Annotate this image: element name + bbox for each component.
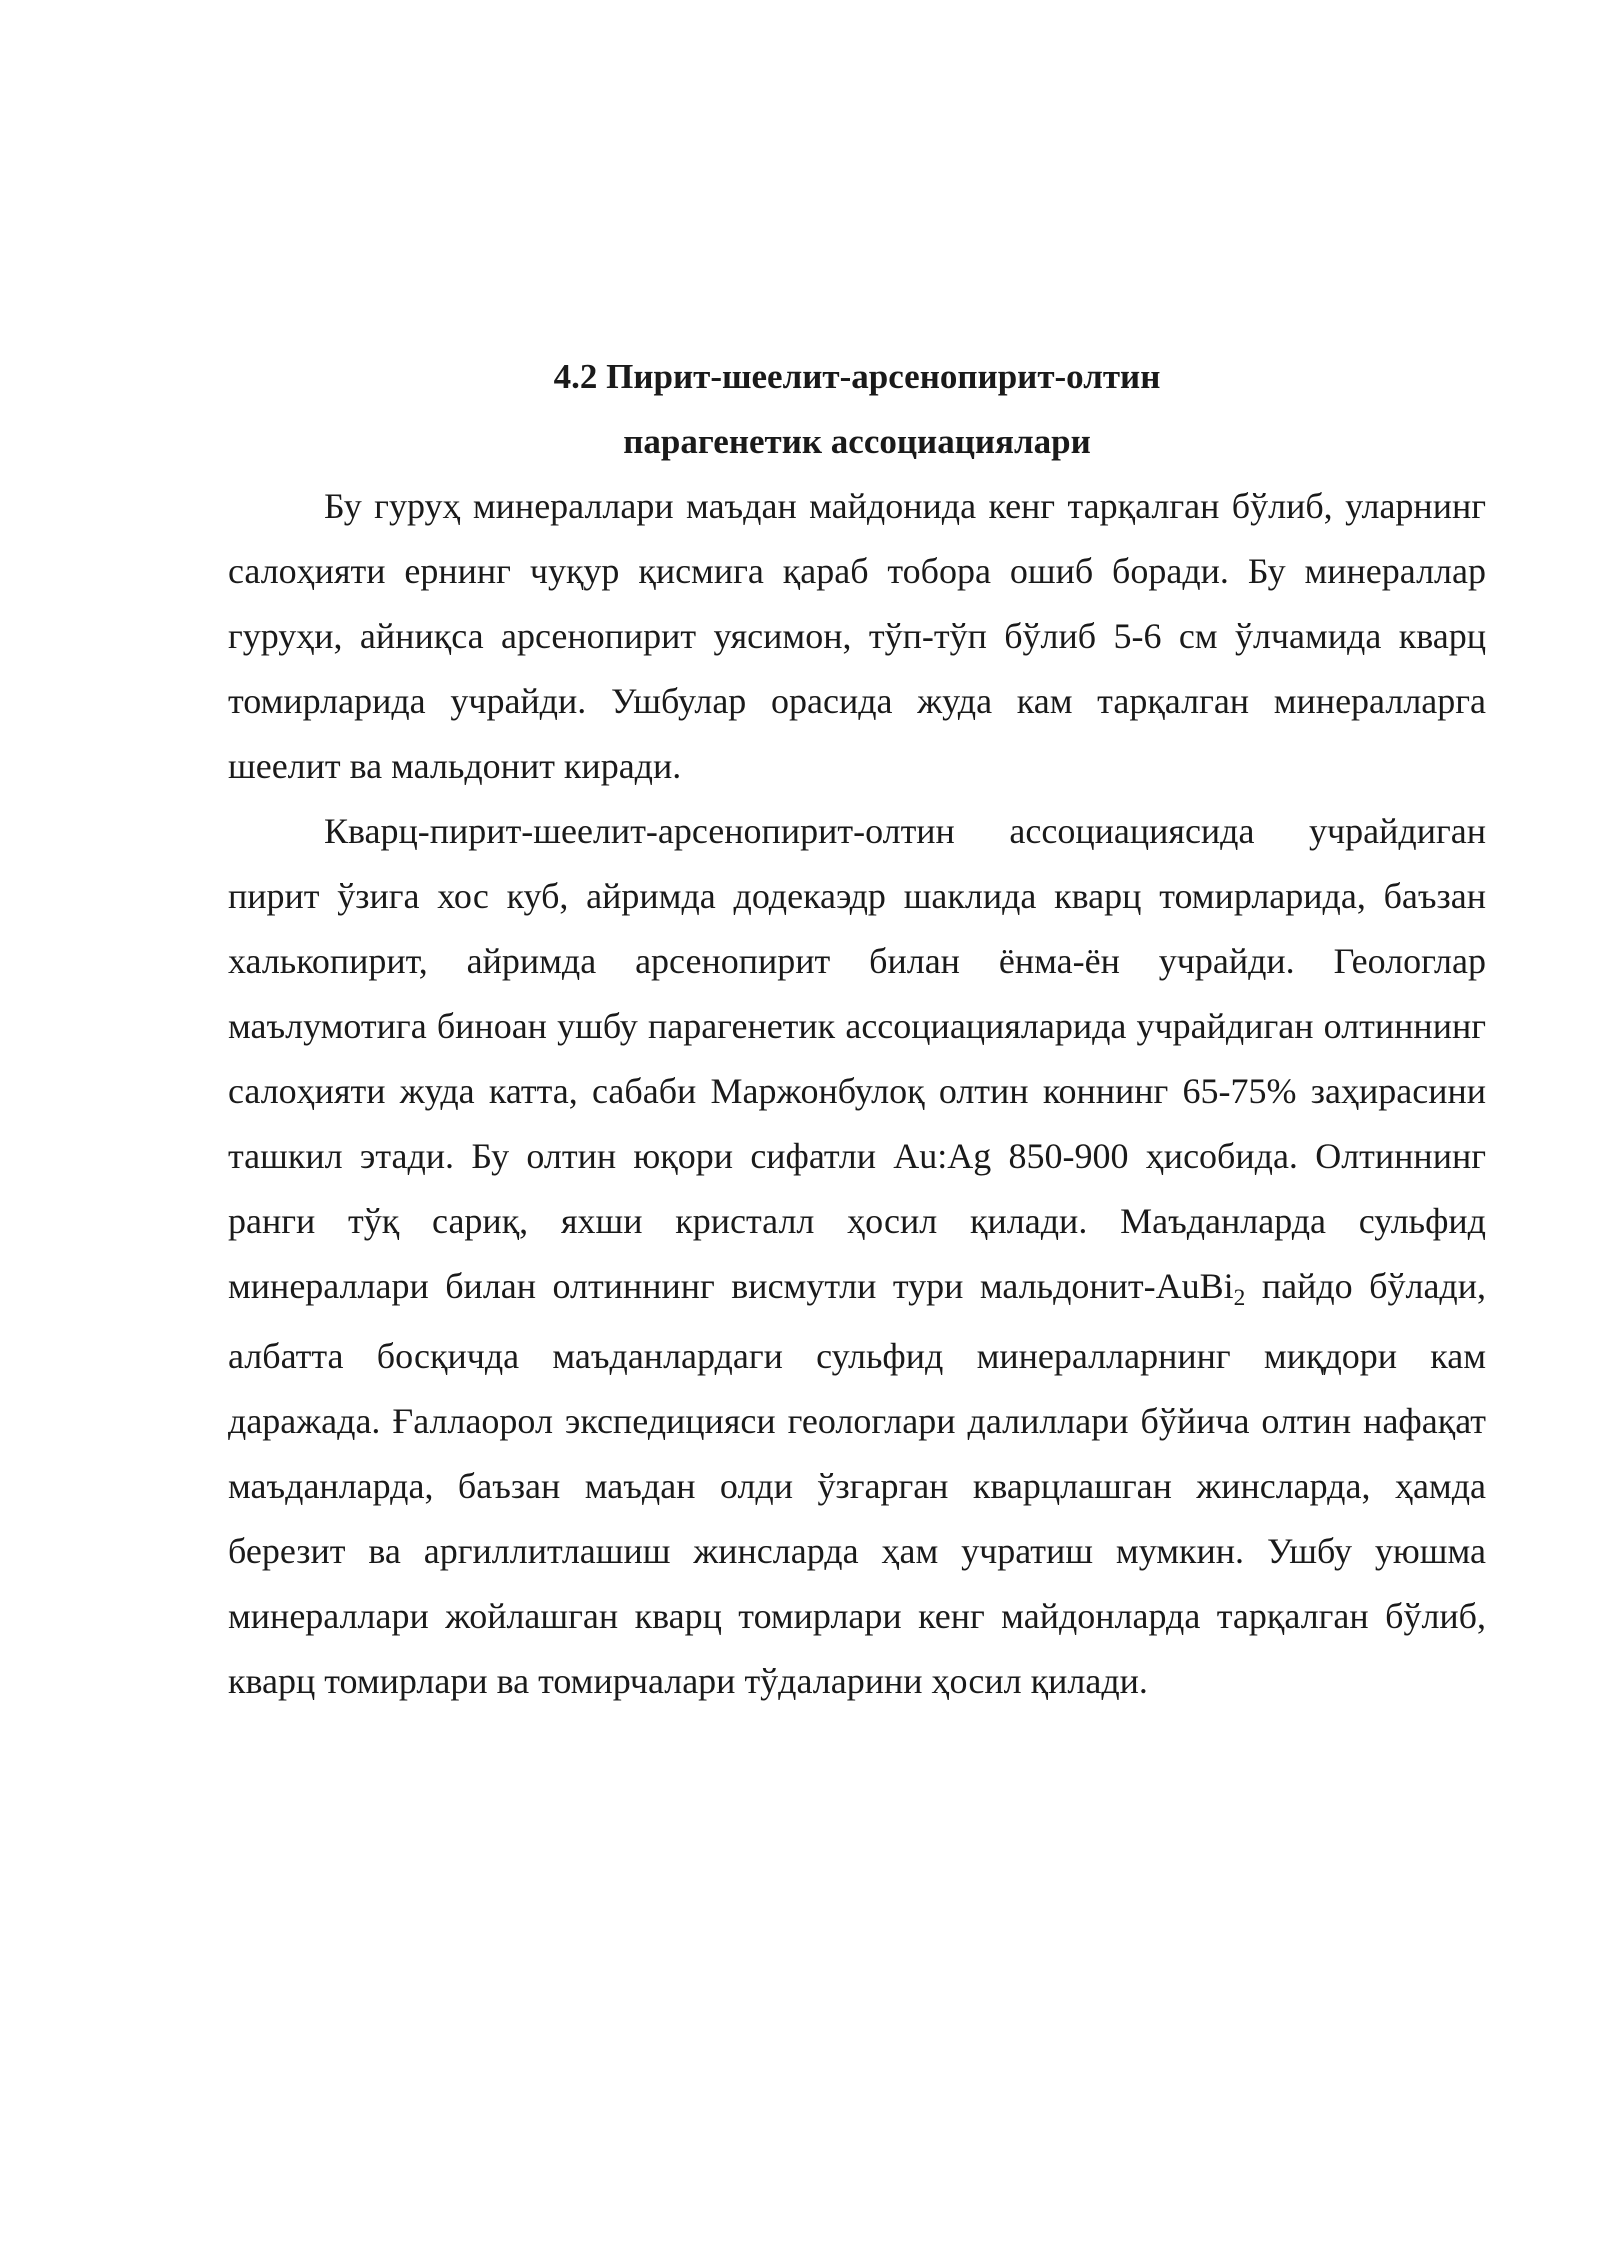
paragraph-2-text-after: пайдо бўлади, албатта босқичда маъданлардаги сульфид минералларнинг миқдори кам даражада. Ғаллаорол экспедицияси геологлари далиллари бўйича олтин нафақат маъданларда, баъзан маъдан олди ўзгарган кварцлашган жинсларда, ҳамда березит ва аргиллитлашиш жинсларда ҳам учратиш мумкин. Ушбу уюшма минераллари жойлашган кварц томирлари кенг майдонларда тарқалган бўлиб, кварц томирлари ва томирчалари тўдаларини ҳосил қилади.	[228, 1266, 1486, 1701]
subscript-two: 2	[1233, 1284, 1246, 1311]
section-heading-line-1: 4.2 Пирит-шеелит-арсенопирит-олтин	[553, 357, 1161, 396]
paragraph-1: Бу гуруҳ минераллари маъдан майдонида кенг тарқалган бўлиб, уларнинг салоҳияти ернинг чуқур қисмига қараб тобора ошиб боради. Бу минераллар гуруҳи, айниқса арсенопирит уясимон, тўп-тўп бўлиб 5-6 см ўлчамида кварц томирларида учрайди. Ушбулар орасида жуда кам тарқалган минералларга шеелит ва мальдонит киради.	[228, 486, 1486, 786]
document-body	[228, 344, 1486, 1714]
section-heading	[228, 344, 1486, 474]
paragraph-2-text-before: Кварц-пирит-шеелит-арсенопирит-олтин ассоциациясида учрайдиган пирит ўзига хос куб, айримда додекаэдр шаклида кварц томирларида, баъзан халькопирит, айримда арсенопирит билан ёнма-ён учрайди. Геологлар маълумотига биноан ушбу парагенетик ассоциацияларида учрайдиган олтиннинг салоҳияти жуда катта, сабаби Маржонбулоқ олтин коннинг 65-75% заҳирасини ташкил этади. Бу олтин юқори сифатли Au:Ag 850-900 ҳисобида. Олтиннинг ранги тўқ сариқ, яхши кристалл ҳосил қилади. Маъданларда сульфид минераллари билан олтиннинг висмутли тури мальдонит-AuBi	[228, 811, 1486, 1306]
section-heading-line-2: парагенетик ассоциациялари	[623, 422, 1091, 461]
paragraph-2	[228, 799, 1486, 1714]
